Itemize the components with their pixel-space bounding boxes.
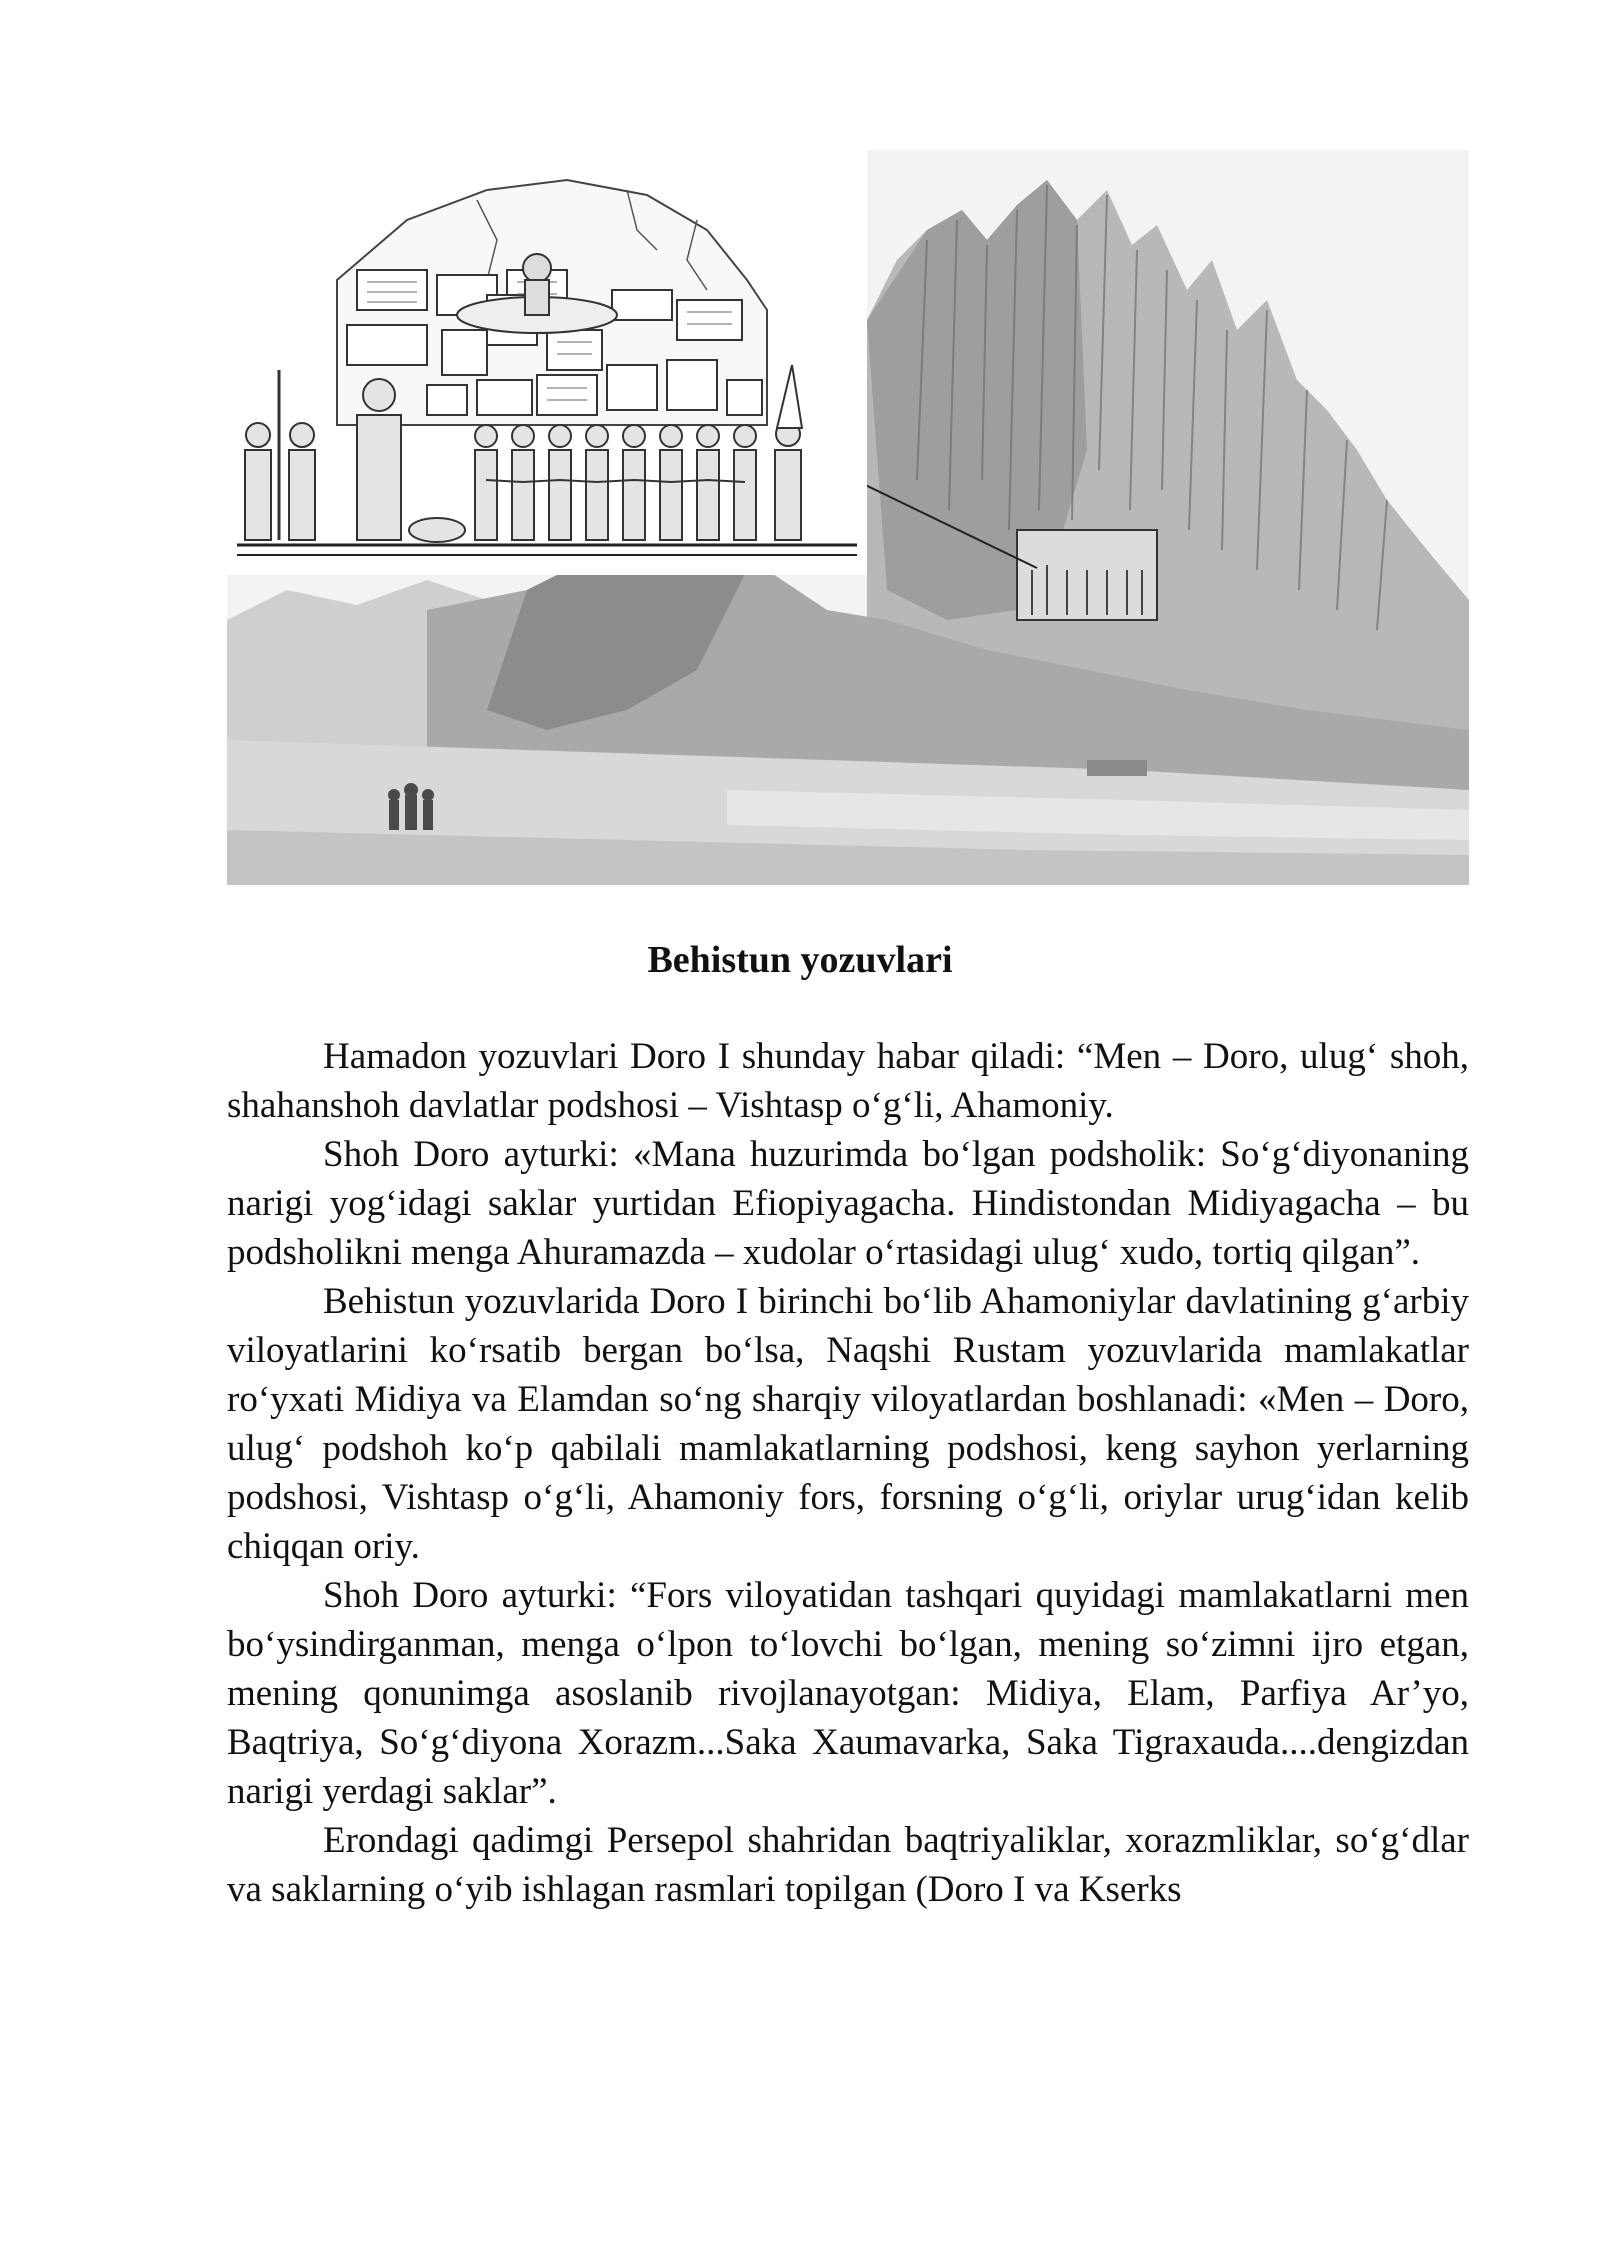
engraving-drawing	[227, 150, 1469, 885]
figure-caption: Behistun yozuvlari	[647, 939, 953, 981]
behistun-illustration	[227, 150, 1469, 885]
paragraph: Shoh Doro ayturki: «Mana huzurimda bo‘lgan podsholik: So‘g‘diyonaning narigi yog‘idagi saklar yurtidan Efiopiyagacha. Hindistondan Midiyagacha – bu podsholikni menga Ahuramazda – xudolar o‘rtasidagi ulug‘ xudo, tortiq qilgan”.	[227, 1134, 1469, 1273]
paragraph: Shoh Doro ayturki: “Fors viloyatidan tashqari quyidagi mamlakatlarni men bo‘ysindirganman, menga o‘lpon to‘lovchi bo‘lgan, mening so‘zimni ijro etgan, mening qonunimga asoslanib rivojlanayotgan: Midiya, Elam, Parfiya Ar’yo, Baqtriya, So‘g‘diyona Xorazm...Saka Xaumavarka, Saka Tigraxauda....dengizdan narigi yerdagi saklar”.	[227, 1575, 1469, 1812]
paragraph: Behistun yozuvlarida Doro I birinchi bo‘lib Ahamoniylar davlatining g‘arbiy viloyatlarini ko‘rsatib bergan bo‘lsa, Naqshi Rustam yozuvlarida mamlakatlar ro‘yxati Midiya va Elamdan so‘ng sharqiy viloyatlardan boshlanadi: «Men – Doro, ulug‘ podshoh ko‘p qabilali mamlakatlarning podshosi, keng sayhon yerlarning podshosi, Vishtasp o‘g‘li, Ahamoniy fors, forsning o‘g‘li, oriylar urug‘idan kelib chiqqan oriy.	[227, 1281, 1469, 1567]
paragraph: Hamadon yozuvlari Doro I shunday habar qiladi: “Men – Doro, ulug‘ shoh, shahanshoh davlatlar podshosi – Vishtasp o‘g‘li, Ahamoniy.	[227, 1036, 1469, 1126]
paragraph: Erondagi qadimgi Persepol shahridan baqtriyaliklar, xorazmliklar, so‘g‘dlar va saklarning o‘yib ishlagan rasmlari topilgan (Doro I va Kserks	[227, 1820, 1469, 1910]
body-text	[227, 1032, 1469, 1914]
